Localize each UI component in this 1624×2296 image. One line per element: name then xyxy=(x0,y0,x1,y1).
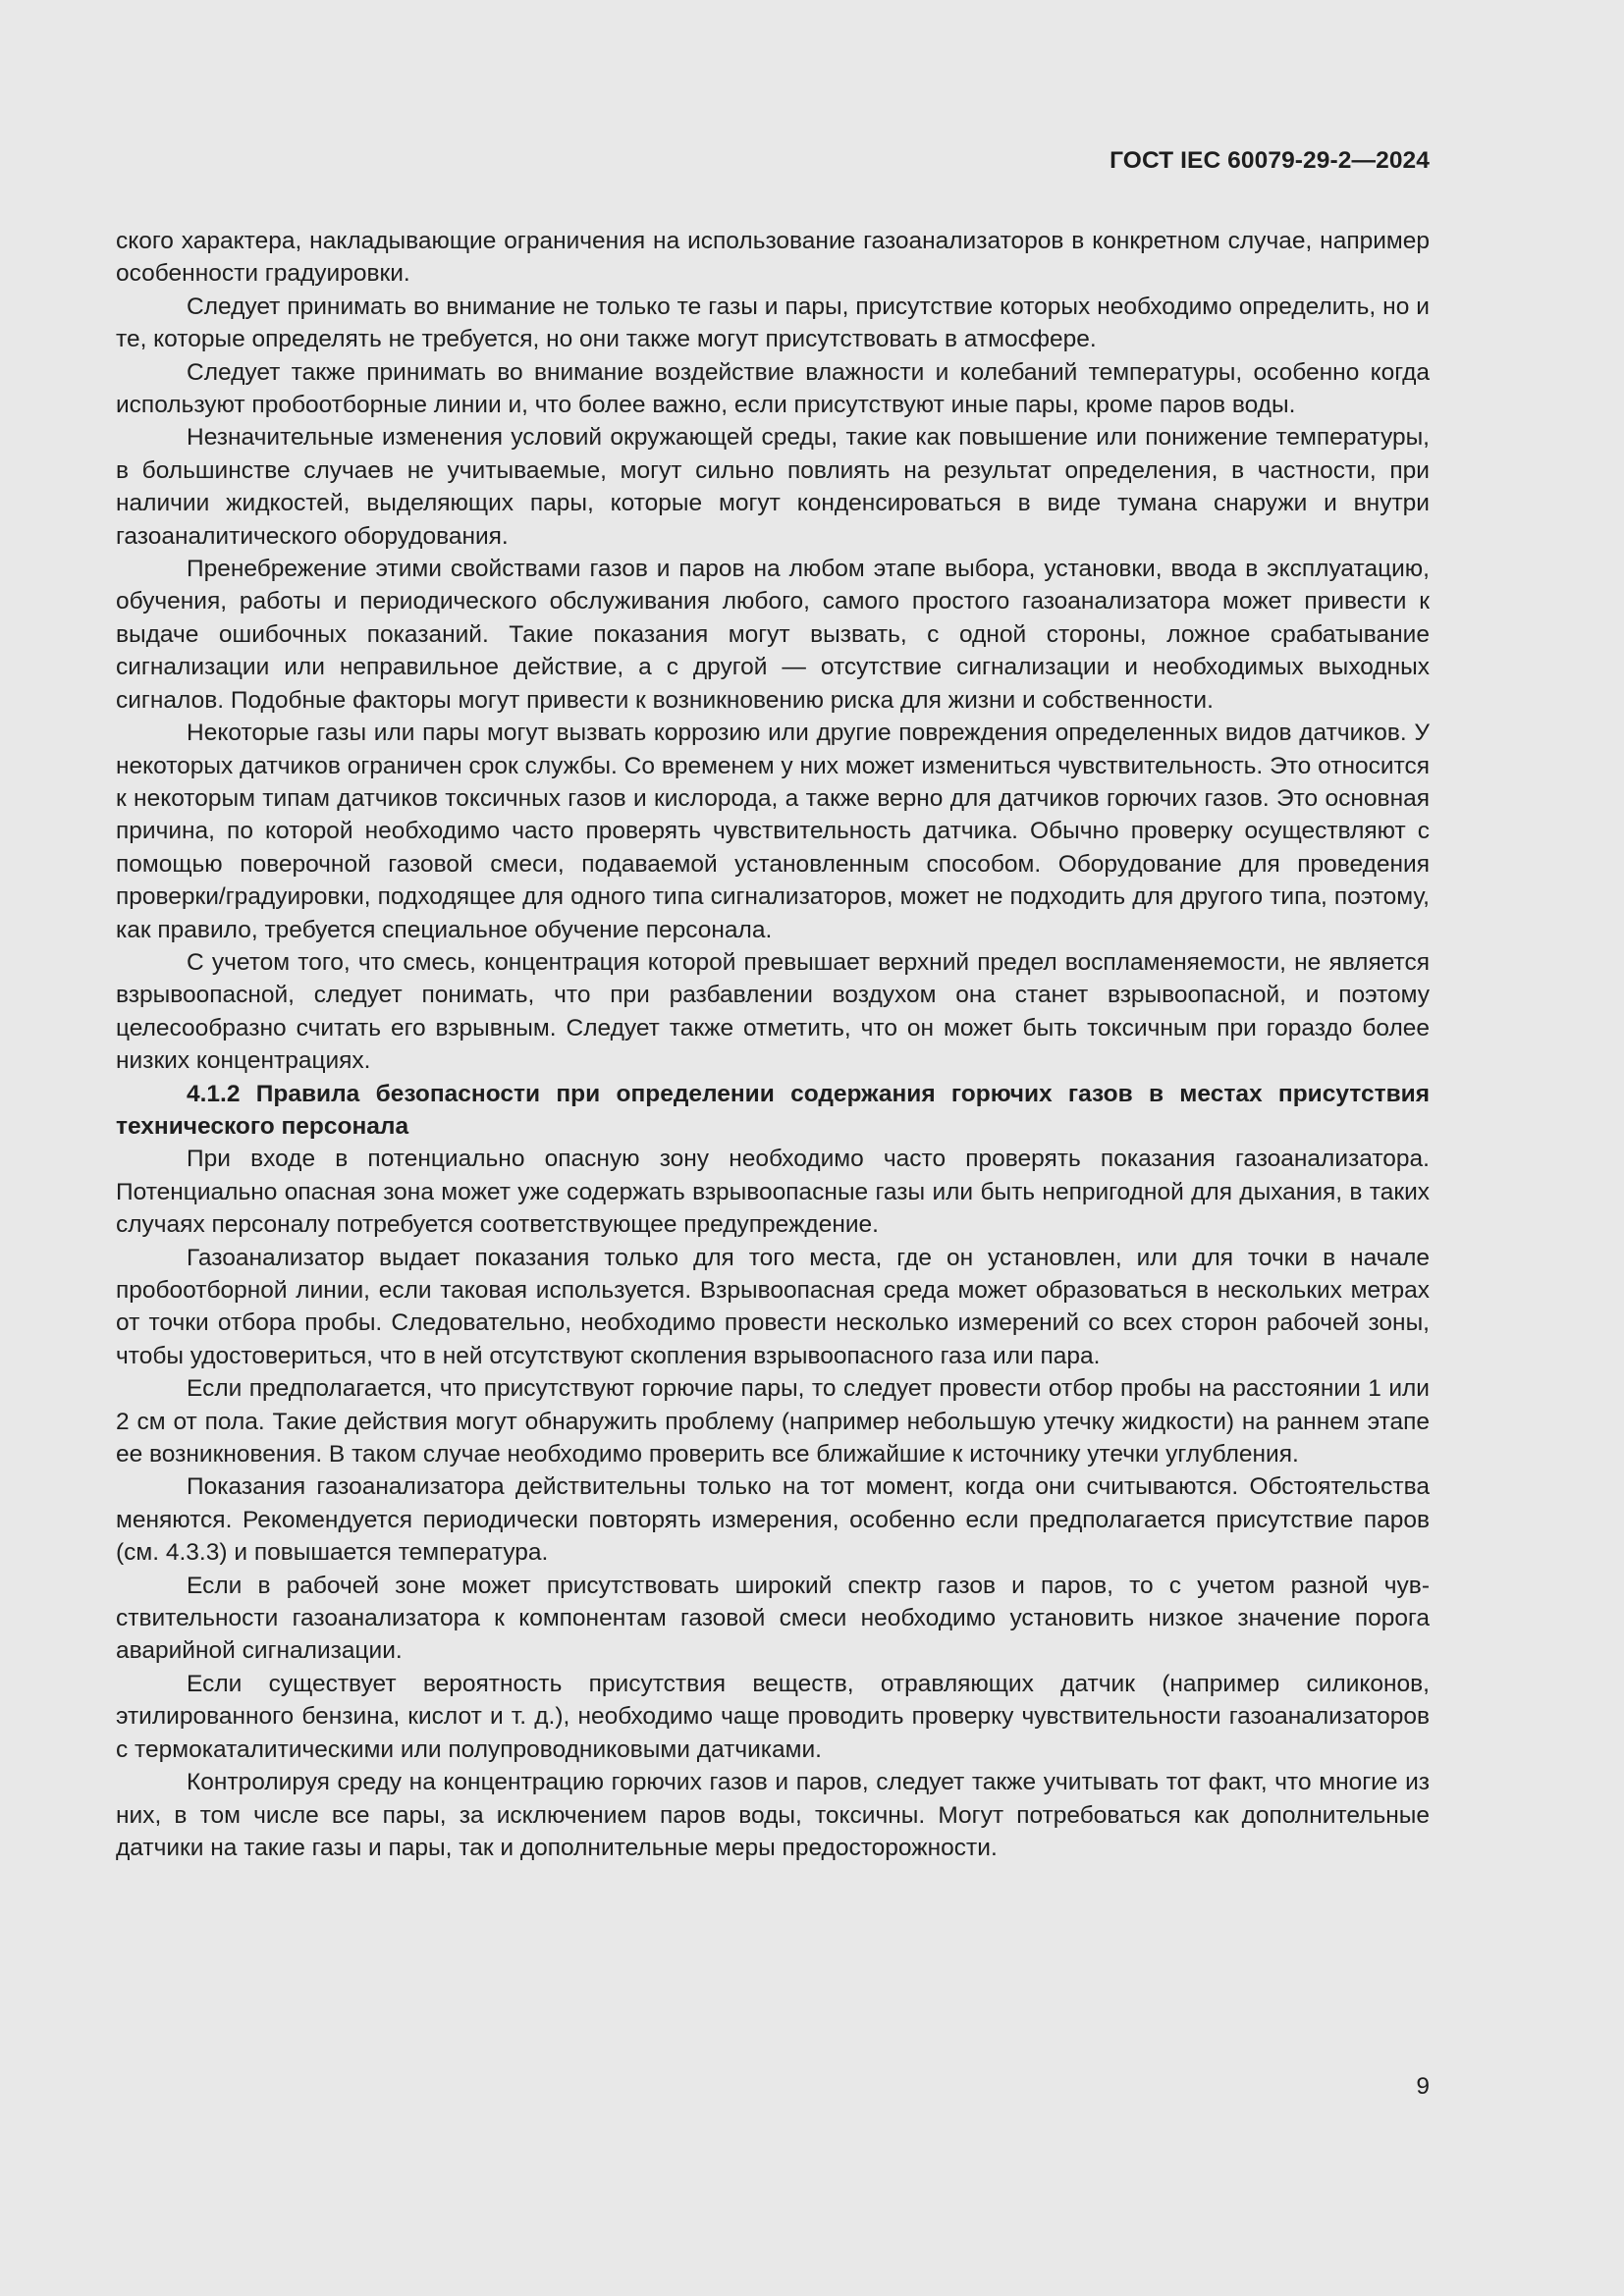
section-heading-4-1-2: 4.1.2 Правила безопасности при определении содержания горючих газов в местах присутствия технического персонала xyxy=(116,1080,1430,1140)
paragraph: Если существует вероятность присутствия веществ, отравляющих датчик (например силиконов, этилированного бензина, кислот и т. д.), необходимо чаще проводить проверку чувствительности газоанализаторов с термокаталитическими или полупроводниковыми датчиками. xyxy=(116,1670,1430,1763)
paragraph-continuation: ского характера, накладывающие ограничения на использование газоанализаторов в конкретном случае, например особенности градуировки. xyxy=(116,228,1430,288)
paragraph: Показания газоанализатора действительны только на тот момент, когда они считываются. Обстоятельства меняются. Рекомендуется периодически повторять измерения, особенно если предполагается присутствие паров (см. 4.3.3) и повышается температура. xyxy=(116,1473,1430,1567)
paragraph: Контролируя среду на концентрацию горючих газов и паров, следует также учитывать тот факт, что многие из них, в том числе все пары, за исключением паров воды, токсичны. Могут потребоваться как дополнительные датчики на такие газы и пары, так и дополнительные меры предосторожности. xyxy=(116,1769,1430,1861)
paragraph: Газоанализатор выдает показания только для того места, где он установлен, или для точки в начале пробоотборной линии, если таковая используется. Взрывоопасная среда может образоваться в нескольких метрах от точки отбора пробы. Следовательно, необходимо провести несколько измерений со всех сторон рабочей зоны, чтобы удостовериться, что в ней отсутствуют скопления взрывоопасного газа или пара. xyxy=(116,1244,1430,1369)
paragraph: Следует принимать во внимание не только те газы и пары, присутствие которых необходимо определить, но и те, которые определять не требуется, но они также могут присутствовать в атмосфере. xyxy=(116,293,1430,353)
document-body xyxy=(116,225,1430,1864)
paragraph: Если в рабочей зоне может присутствовать широкий спектр газов и паров, то с учетом разной чувствительности газоанализатора к компонентам газовой смеси необходимо установить низкое значение порога аварийной сигнализации. xyxy=(116,1572,1430,1665)
paragraph: При входе в потенциально опасную зону необходимо часто проверять показания газоанализатора. Потенциально опасная зона может уже содержать взрывоопасные газы или быть непригодной для дыхания, в таких случаях персоналу потребуется соответствующее предупреждение. xyxy=(116,1146,1430,1239)
paragraph: Некоторые газы или пары могут вызвать коррозию или другие повреждения определенных видов датчиков. У некоторых датчиков ограничен срок службы. Со временем у них может измениться чувствительность. Это относится к некоторым типам датчиков токсичных газов и кислорода, а также верно для датчиков горючих газов. Это основная причина, по которой необходимо часто проверять чувствительность датчика. Обычно проверку осуществляют с помощью поверочной газовой смеси, подаваемой установленным способом. Оборудование для проведения проверки/градуировки, подходящее для одного типа сигнализаторов, может не подходить для другого типа, поэтому, как правило, требуется специальное обучение персонала. xyxy=(116,720,1430,943)
paragraph: С учетом того, что смесь, концентрация которой превышает верхний предел воспламеняемости, не является взрывоопасной, следует понимать, что при разбавлении воздухом она станет взрывоопасной, и поэтому целесообразно считать его взрывным. Следует также отметить, что он может быть токсичным при гораздо более низких концентрациях. xyxy=(116,948,1430,1075)
paragraph: Следует также принимать во внимание воздействие влажности и колебаний температуры, особенно когда используют пробоотборные линии и, что более важно, если присутствуют иные пары, кроме паров воды. xyxy=(116,358,1430,419)
paragraph: Пренебрежение этими свойствами газов и паров на любом этапе выбора, установки, ввода в эксплуатацию, обучения, работы и периодического обслуживания любого, самого простого газоанализатора может привести к выдаче ошибочных показаний. Такие показания могут вызвать, с одной стороны, ложное срабатывание сигнализации или неправильное действие, а с другой — отсутствие сигнализации и необходимых выходных сигналов. Подобные факторы могут привести к возникновению риска для жизни и собственности. xyxy=(116,556,1430,714)
paragraph: Незначительные изменения условий окружающей среды, такие как повышение или понижение температуры, в большинстве случаев не учитываемые, могут сильно повлиять на результат определения, в частности, при наличии жидкостей, выделяющих пары, которые могут конденсироваться в виде тумана снаружи и внутри газоаналитического оборудования. xyxy=(116,424,1430,550)
page-number: 9 xyxy=(1416,2073,1430,2100)
paragraph: Если предполагается, что присутствуют горючие пары, то следует провести отбор пробы на расстоянии 1 или 2 см от пола. Такие действия могут обнаружить проблему (например небольшую утечку жидкости) на раннем этапе ее возникновения. В таком случае необходимо проверить все ближайшие к источнику утечки углубления. xyxy=(116,1375,1430,1468)
document-code-header: ГОСТ IEC 60079-29-2—2024 xyxy=(1110,147,1430,174)
